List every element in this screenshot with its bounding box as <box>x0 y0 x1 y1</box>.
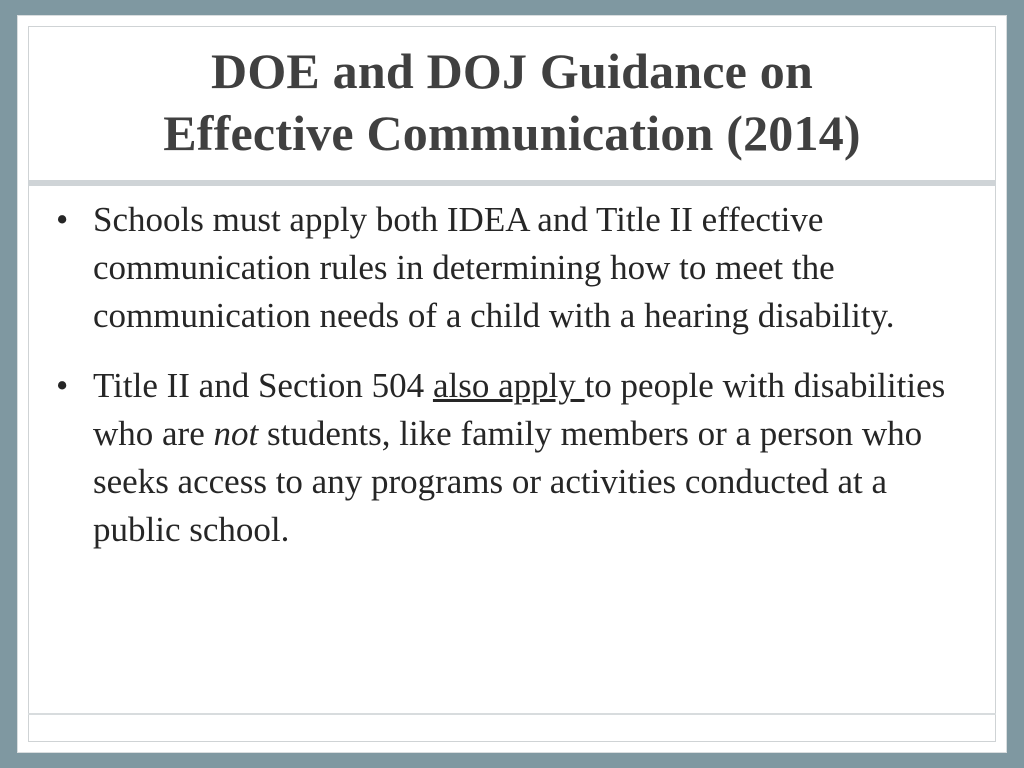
bullet-2-text-middle: to people with disabilities who are <box>93 366 946 453</box>
bullet-list <box>56 196 966 576</box>
bullet-2-underlined-text: also apply <box>432 366 585 405</box>
slide-title-line-1: DOE and DOJ Guidance on <box>211 43 813 99</box>
bottom-divider <box>28 713 996 715</box>
bullet-dot-icon: • <box>56 200 69 239</box>
bullet-item-1 <box>56 196 966 340</box>
bullet-dot-icon: • <box>56 366 69 405</box>
title-divider <box>28 180 996 186</box>
slide-title <box>18 40 1006 164</box>
bullet-2-italic-text: not <box>213 414 259 453</box>
bullet-item-2 <box>56 362 966 554</box>
slide-title-line-2: Effective Communication (2014) <box>163 105 861 161</box>
bullet-2-text <box>93 366 945 549</box>
slide <box>17 15 1007 753</box>
bullet-2-text-end: students, like family members or a person who seeks access to any programs or activities conducted at a public school. <box>93 414 923 549</box>
bullet-2-text-start: Title II and Section 504 <box>93 366 433 405</box>
bullet-1-text: Schools must apply both IDEA and Title II effective communication rules in determining how to meet the communication needs of a child with a hearing disability. <box>93 200 895 335</box>
